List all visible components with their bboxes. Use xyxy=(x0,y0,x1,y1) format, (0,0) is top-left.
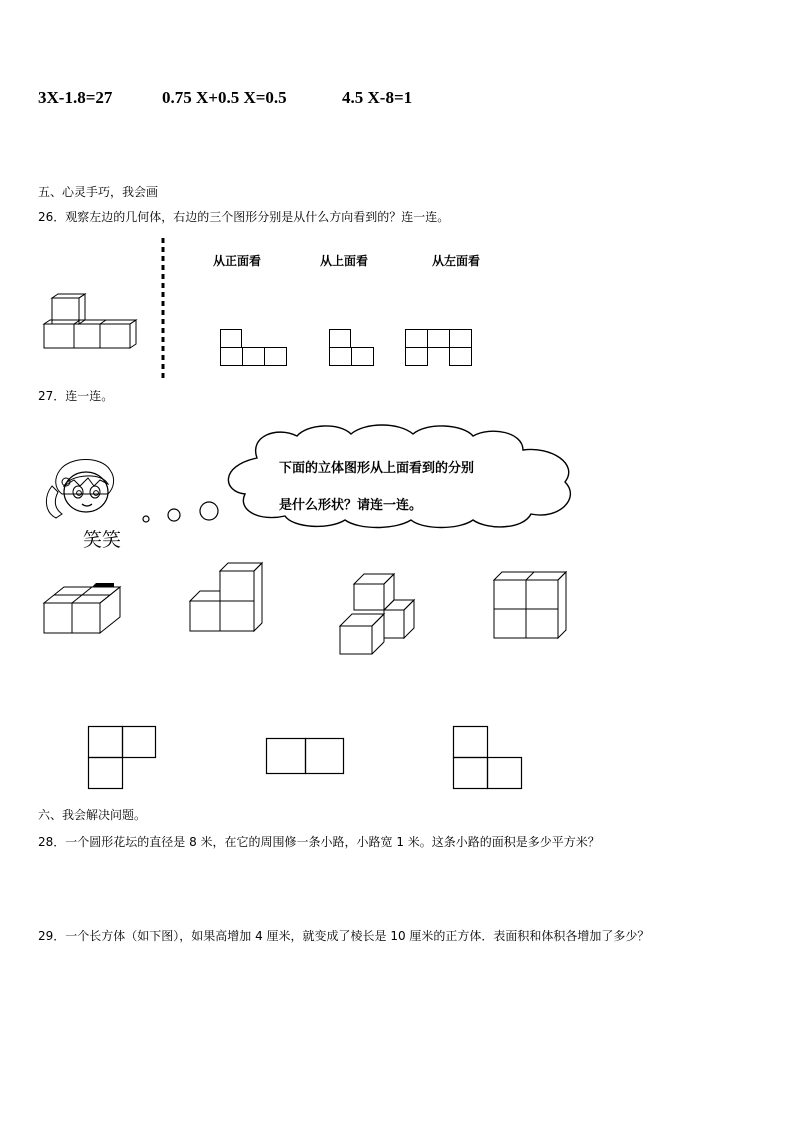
view-shape-2 xyxy=(329,329,375,367)
dashed-divider xyxy=(160,238,166,378)
equation-1: 3X-1.8=27 xyxy=(38,88,113,107)
view-shape-1 xyxy=(220,329,288,367)
bubble-line-2: 是什么形状？请连一连。 xyxy=(279,498,423,513)
q27-solid-4 xyxy=(493,570,569,640)
view-label-front: 从正面看 xyxy=(213,254,262,268)
question-29: 29．一个长方体（如下图），如果高增加 4 厘米，就变成了棱长是 10 厘米的正方体．表面积和体积各增加了多少？ xyxy=(38,929,650,943)
q27-view-1 xyxy=(88,726,158,790)
view-label-left: 从左面看 xyxy=(432,254,481,268)
bubble-line-1: 下面的立体图形从上面看到的分别 xyxy=(279,461,475,476)
q27-view-2 xyxy=(266,738,346,776)
q27-view-3 xyxy=(453,726,525,790)
q27-solid-2 xyxy=(188,561,264,635)
section-5-title: 五、心灵手巧，我会画 xyxy=(38,185,159,199)
thought-dots xyxy=(140,500,220,526)
thought-cloud xyxy=(219,422,581,530)
q26-solid-figure xyxy=(40,292,142,352)
q27-solid-3 xyxy=(338,570,418,658)
section-6-title: 六、我会解决问题。 xyxy=(38,808,147,822)
q27-solid-1 xyxy=(40,577,124,637)
question-26: 26．观察左边的几何体，右边的三个图形分别是从什么方向看到的？连一连。 xyxy=(38,210,450,224)
view-label-top: 从上面看 xyxy=(320,254,369,268)
character-name: 笑笑 xyxy=(83,529,122,551)
equation-3: 4.5 X-8=1 xyxy=(342,88,413,107)
question-28: 28．一个圆形花坛的直径是 8 米，在它的周围修一条小路，小路宽 1 米。这条小路的面积是多少平方米？ xyxy=(38,835,600,849)
equation-2: 0.75 X+0.5 X=0.5 xyxy=(162,88,287,107)
view-shape-3 xyxy=(405,329,473,367)
question-27: 27．连一连。 xyxy=(38,389,114,403)
